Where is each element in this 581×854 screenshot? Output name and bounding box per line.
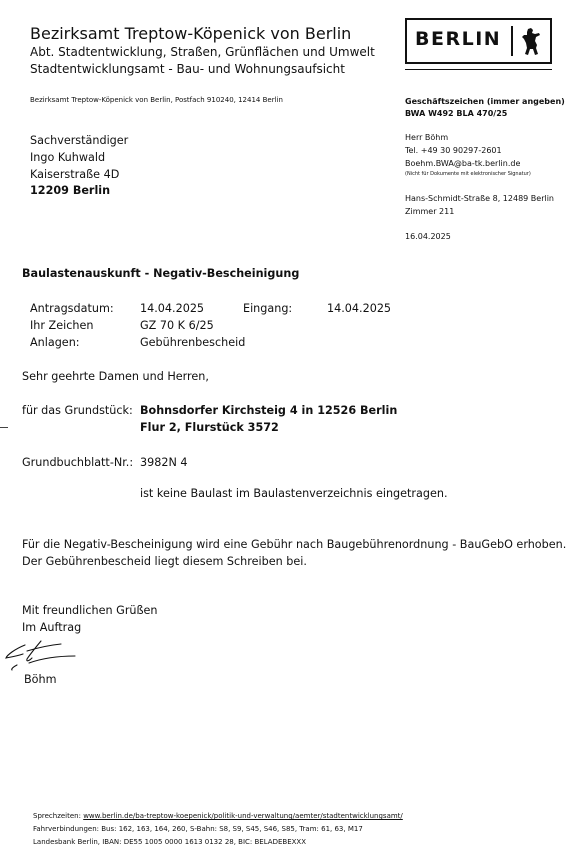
reference-value: BWA W492 BLA 470/25: [405, 109, 508, 118]
footer-hours-label: Sprechzeiten:: [33, 812, 84, 820]
contact-phone: Tel. +49 30 90297-2601: [405, 146, 502, 155]
property-address: Bohnsdorfer Kirchsteig 4 in 12526 Berlin: [140, 404, 398, 417]
reference-label: Geschäftszeichen (immer angeben): [405, 97, 565, 106]
contact-email[interactable]: Boehm.BWA@ba-tk.berlin.de: [405, 159, 521, 168]
no-easement-statement: ist keine Baulast im Baulastenverzeichnis eingetragen.: [140, 487, 448, 500]
footer-transport: Fahrverbindungen: Bus: 162, 163, 164, 260, S-Bahn: S8, S9, S45, S46, S85, Tram: 61, 63, M17: [33, 825, 363, 833]
land-register-value: 3982N 4: [140, 456, 188, 469]
sender-line: Bezirksamt Treptow-Köpenick von Berlin, Postfach 910240, 12414 Berlin: [30, 96, 283, 104]
footer-hours: [33, 812, 403, 821]
berlin-bear-icon: [519, 27, 543, 57]
department-line: Abt. Stadtentwicklung, Straßen, Grünflächen und Umwelt: [30, 45, 375, 59]
recipient-line-2: Ingo Kuhwald: [30, 151, 106, 164]
fee-text-line-2: Der Gebührenbescheid liegt diesem Schreiben bei.: [22, 555, 307, 568]
office-line: Stadtentwicklungsamt - Bau- und Wohnungsaufsicht: [30, 62, 345, 76]
receipt-label: Eingang:: [243, 302, 293, 315]
fee-text-line-1: Für die Negativ-Bescheinigung wird eine Gebühr nach Baugebührenordnung - BauGebO erhoben.: [22, 538, 567, 551]
recipient-line-1: Sachverständiger: [30, 134, 129, 147]
email-note: (Nicht für Dokumente mit elektronischer Signatur): [405, 171, 531, 177]
footer-bank: Landesbank Berlin, IBAN: DE55 1005 0000 1613 0132 28, BIC: BELADEBEXXX: [33, 838, 307, 846]
berlin-logo: [405, 18, 552, 64]
salutation: Sehr geehrte Damen und Herren,: [22, 370, 209, 383]
application-date-value: 14.04.2025: [140, 302, 205, 315]
land-register-label: Grundbuchblatt-Nr.:: [22, 456, 134, 469]
your-reference-value: GZ 70 K 6/25: [140, 319, 214, 332]
signature-image: [3, 637, 83, 677]
berlin-logo-text: BERLIN: [415, 28, 502, 50]
recipient-line-4: 12209 Berlin: [30, 184, 111, 197]
footer-hours-link[interactable]: www.berlin.de/ba-treptow-koepenick/politik-und-verwaltung/aemter/stadtentwicklungsamt/: [83, 812, 403, 820]
closing-greeting: Mit freundlichen Grüßen: [22, 604, 158, 617]
property-parcel: Flur 2, Flurstück 3572: [140, 421, 279, 434]
receipt-value: 14.04.2025: [327, 302, 392, 315]
authority-title: Bezirksamt Treptow-Köpenick von Berlin: [30, 24, 352, 43]
signatory-name: Böhm: [24, 673, 57, 686]
office-room: Zimmer 211: [405, 207, 455, 216]
logo-divider: [511, 26, 513, 56]
your-reference-label: Ihr Zeichen: [30, 319, 94, 332]
attachments-label: Anlagen:: [30, 336, 80, 349]
office-address: Hans-Schmidt-Straße 8, 12489 Berlin: [405, 194, 554, 203]
recipient-line-3: Kaiserstraße 4D: [30, 168, 120, 181]
letter-date: 16.04.2025: [405, 232, 451, 241]
subject-line: Baulastenauskunft - Negativ-Bescheinigung: [22, 267, 300, 280]
property-label: für das Grundstück:: [22, 404, 133, 417]
contact-name: Herr Böhm: [405, 133, 449, 142]
fold-mark: [0, 427, 8, 428]
closing-on-behalf: Im Auftrag: [22, 621, 82, 634]
application-date-label: Antragsdatum:: [30, 302, 114, 315]
logo-rule: [405, 69, 552, 70]
attachments-value: Gebührenbescheid: [140, 336, 246, 349]
